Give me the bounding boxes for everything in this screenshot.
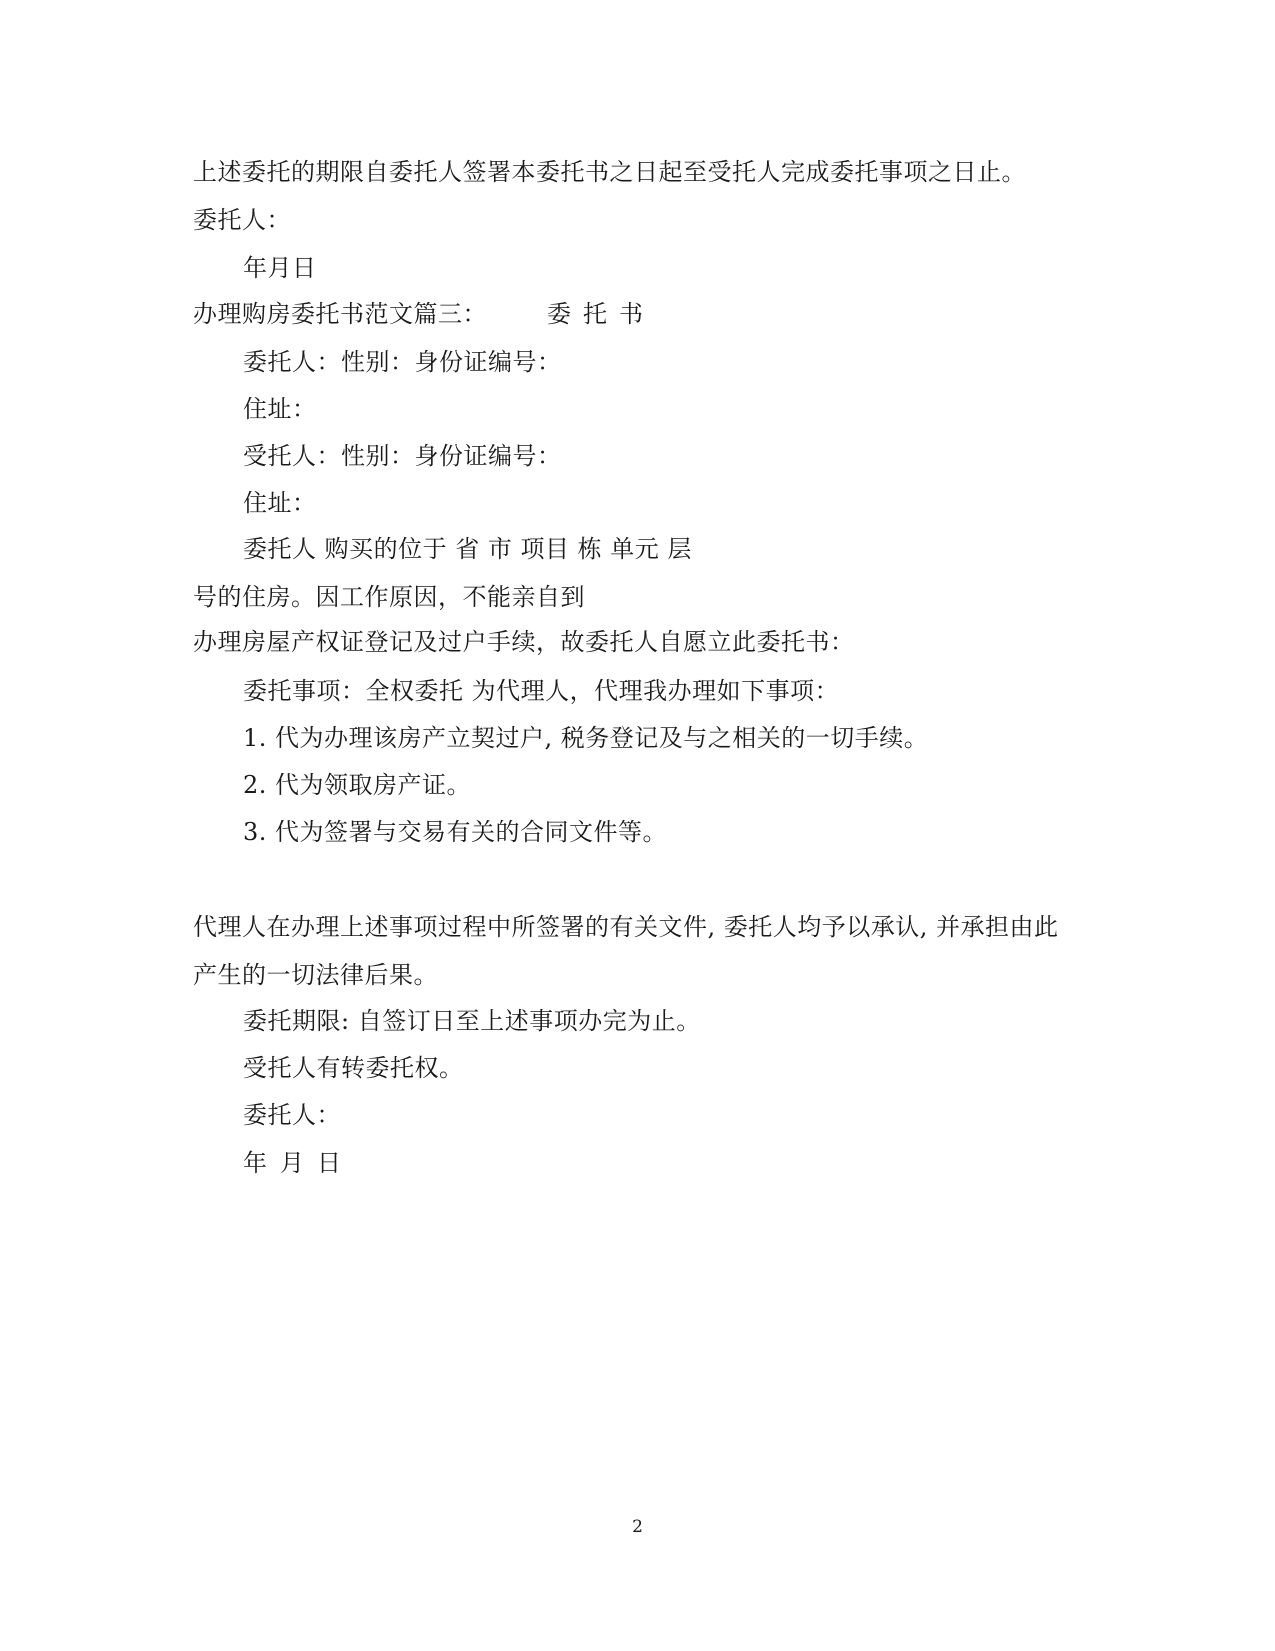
matter-item-2: 2. 代为领取房产证。 [243,771,472,799]
property-line-2: 号的住房。因工作原因，不能亲自到 [193,583,585,611]
principal-label: 委托人： [193,206,291,234]
section-title: 办理购房委托书范文篇三： [193,300,487,328]
signature-date: 年月日 [243,1149,354,1177]
property-line-1: 委托人 购买的位于 省 市 项目 栋 单元 层 [243,535,692,563]
signature-principal: 委托人： [243,1101,341,1129]
entrusted-matters: 委托事项：全权委托 为代理人，代理我办理如下事项： [243,677,840,705]
date-line: 年月日 [243,254,317,282]
principal-info: 委托人：性别：身份证编号： [243,348,562,376]
matter-item-1: 1. 代为办理该房产立契过户, 税务登记及与之相关的一切手续。 [243,724,929,752]
purpose-line: 办理房屋产权证登记及过户手续，故委托人自愿立此委托书： [193,628,855,656]
sub-delegation-note: 受托人有转委托权。 [243,1054,464,1082]
section-heading [193,299,655,329]
principal-address: 住址： [243,395,317,423]
page-number: 2 [632,1517,643,1537]
term-sentence: 上述委托的期限自委托人签署本委托书之日起至受托人完成委托事项之日止。 [193,158,1026,186]
document-title: 委托书 [547,300,655,328]
liability-line-1: 代理人在办理上述事项过程中所签署的有关文件, 委托人均予以承认, 并承担由此 [193,913,1059,941]
agent-address: 住址： [243,489,317,517]
term-period: 委托期限: 自签订日至上述事项办完为止。 [243,1007,701,1035]
agent-info: 受托人：性别：身份证编号： [243,442,562,470]
matter-item-3: 3. 代为签署与交易有关的合同文件等。 [243,818,668,846]
liability-line-2: 产生的一切法律后果。 [193,961,438,989]
